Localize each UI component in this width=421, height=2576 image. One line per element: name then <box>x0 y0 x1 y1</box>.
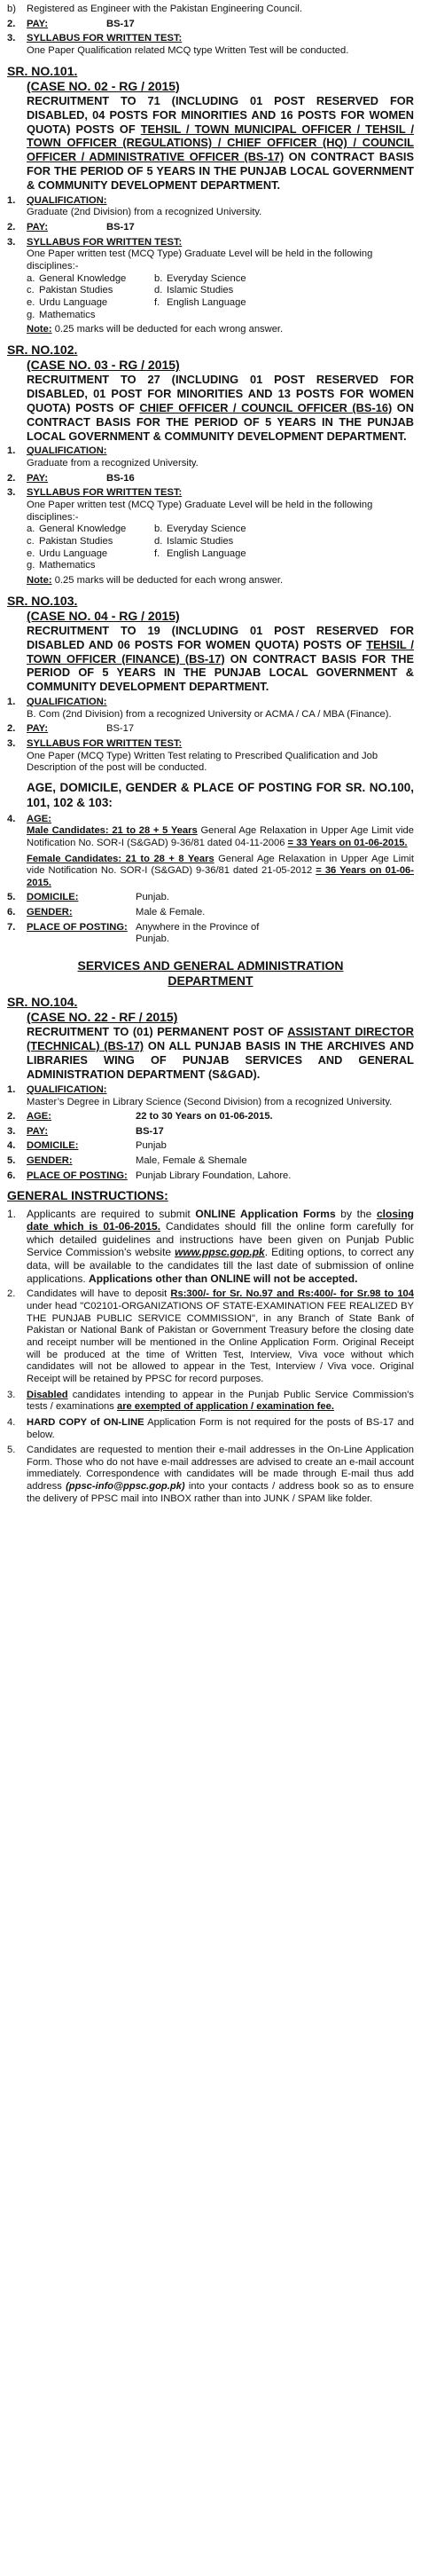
male-age-text: General Age Relaxation in Upper Age Limit vide Notification No. SOR-I (S&GAD) 9-36/81 dated 04-11-2006 <box>27 825 414 848</box>
note <box>27 324 414 336</box>
syllabus-text: One Paper Qualification related MCQ type Written Test will be conducted. <box>27 44 349 56</box>
pay-item <box>7 222 414 234</box>
instruction-4: 4. HARD COPY of ON-LINE Application Form is not required for the posts of BS-17 and below. <box>7 1416 414 1440</box>
subject-letter: a. <box>27 524 35 535</box>
gender-row <box>7 1155 414 1168</box>
instruction-text: . Editing options, to correct any data, will be available to the candidates till the last date of submission of online applications. <box>27 1246 414 1285</box>
sr-number-102: SR. NO.102. <box>7 343 78 358</box>
female-age-text: General Age Relaxation in Upper Age Limit vide Notification No. SOR-I (S&GAD) 9-36/81 dated 21-05-2012 <box>27 853 414 877</box>
item-number: 4. <box>7 1140 16 1152</box>
instruction-emphasis: Applications other than ONLINE will not be accepted. <box>89 1272 358 1285</box>
heading-text: RECRUITMENT TO 19 (INCLUDING 01 POST RESERVED FOR DISABLED AND 06 POSTS FOR WOMEN QUOTA) POSTS OF <box>27 623 414 651</box>
note-label: Note: <box>27 575 52 587</box>
subject-letter: g. <box>27 560 35 571</box>
sr-number-101: SR. NO.101. <box>7 63 78 78</box>
closing-date: closing date which is 01-06-2015. <box>27 1207 415 1233</box>
subject: Mathematics <box>39 309 96 320</box>
recruitment-heading <box>27 373 414 443</box>
qualification-text: Master’s Degree in Library Science (Second Division) from a recognized University. <box>27 1096 393 1107</box>
pay-value: BS-17 <box>106 723 135 735</box>
fee-amounts: Rs:300/- for Sr. No.97 and Rs:400/- for Sr.98 to 104 <box>170 1288 414 1300</box>
pay-label: PAY: <box>27 723 49 735</box>
pay-value: BS-17 <box>106 222 135 233</box>
male-age-limit: = 33 Years on 01-06-2015. <box>287 837 408 848</box>
heading-text: ON CONTRACT BASIS FOR THE PERIOD OF 5 YEARS IN THE PUNJAB LOCAL GOVERNMENT & COMMUNITY DEVELOPMENT DEPARTMENT. <box>27 651 414 694</box>
subject: Urdu Language <box>39 547 108 559</box>
posting-label: PLACE OF POSTING: <box>27 1170 128 1181</box>
age-domicile-heading: AGE, DOMICILE, GENDER & PLACE OF POSTING FOR SR. NO.100, 101, 102 & 103: <box>27 781 414 809</box>
qualification-label: QUALIFICATION: <box>27 1083 107 1095</box>
item-number: 5. <box>7 892 16 903</box>
posting-row <box>7 1170 414 1183</box>
subject-letter: f. <box>154 547 160 559</box>
subject-letter: c. <box>27 285 35 296</box>
qualification-text: Graduate from a recognized University. <box>27 458 199 469</box>
subject-letter: b. <box>154 272 163 284</box>
subject: Urdu Language <box>39 297 108 309</box>
qualification-label: QUALIFICATION: <box>27 697 107 708</box>
posting-row <box>7 922 414 946</box>
subject-letter: g. <box>27 309 35 320</box>
heading-text: ON CONTRACT BASIS FOR THE PERIOD OF 5 YEARS IN THE PUNJAB LOCAL GOVERNMENT & COMMUNITY DEVELOPMENT DEPARTMENT. <box>27 150 414 192</box>
item-number: 4. <box>7 813 16 824</box>
subject-letter: e. <box>27 297 35 309</box>
case-number: (CASE NO. 03 - RG / 2015) <box>27 358 180 373</box>
post-titles: TEHSIL / TOWN OFFICER (FINANCE) (BS-17) <box>27 637 414 666</box>
item-number: 7. <box>7 921 16 933</box>
age-label: AGE: <box>27 813 51 824</box>
syllabus-label: SYLLABUS FOR WRITTEN TEST: <box>27 33 183 44</box>
heading-text: ON ALL PUNJAB BASIS IN THE ARCHIVES AND LIBRARIES WING OF PUNJAB SERVICES AND GENERAL ADMINISTRATION DEPARTMENT (S&GAD). <box>27 1039 415 1081</box>
item-number: 5. <box>7 1155 16 1167</box>
item-number: 3. <box>7 738 16 750</box>
syllabus-item <box>7 237 414 249</box>
subject-letter: f. <box>154 297 160 309</box>
qualification-text: B. Com (2nd Division) from a recognized University or ACMA / CA / MBA (Finance). <box>27 708 392 720</box>
female-age <box>27 854 414 890</box>
subject: Mathematics <box>39 560 96 571</box>
subject-list <box>27 273 414 322</box>
general-instructions-heading: GENERAL INSTRUCTIONS: <box>7 1188 168 1203</box>
website-link[interactable]: www.ppsc.gop.pk <box>175 1246 265 1259</box>
syllabus-text: One Paper written test (MCQ Type) Graduate Level will be held in the following disciplines:- <box>27 248 373 272</box>
item-number: 3. <box>7 236 16 248</box>
item-text: Registered as Engineer with the Pakistan Engineering Council. <box>27 4 302 14</box>
gender-value: Male & Female. <box>136 907 206 918</box>
heading-text: ON CONTRACT BASIS FOR THE PERIOD OF 5 YEARS IN THE PUNJAB LOCAL GOVERNMENT & COMMUNITY DEVELOPMENT DEPARTMENT. <box>27 400 414 443</box>
case-number: (CASE NO. 22 - RF / 2015) <box>27 1010 178 1025</box>
sr-number-103: SR. NO.103. <box>7 593 78 608</box>
syllabus-item <box>7 33 414 45</box>
note <box>27 575 414 587</box>
posting-value: Anywhere in the Province of Punjab. <box>136 921 260 945</box>
instruction-text: Applicants are required to submit <box>27 1207 196 1220</box>
registered-item <box>7 4 414 16</box>
domicile-label: DOMICILE: <box>27 892 79 903</box>
subject-letter: b. <box>154 524 163 535</box>
subject: English Language <box>167 297 246 309</box>
item-number: 2. <box>7 723 16 735</box>
item-number: 1. <box>7 1083 16 1095</box>
instruction-text: under head "C02101-ORGANIZATIONS OF STATE-EXAMINATION FEE REALIZED BY THE PUNJAB PUBLIC SERVICE COMMISSION", in any Branch of State Bank of Pakistan or National Bank of Pakistan or Government Treasury before the closing date and receipt number will be mentioned in the Online Application Form. Original Receipt will be produced at the time of Written Test, Interview, Viva voce without which candidates will not be allowed to appear in the Test, Interview / Viva voce. Original Receipt will be retained by PPSC for record purposes. <box>27 1300 414 1384</box>
item-number: 2. <box>7 1111 16 1123</box>
item-number: 3. <box>7 1125 16 1137</box>
qualification-label: QUALIFICATION: <box>27 445 107 457</box>
age-row <box>7 1111 414 1123</box>
item-number: 1. <box>7 445 16 457</box>
qualification-item <box>7 1084 414 1097</box>
subject: Everyday Science <box>167 272 246 284</box>
instruction-1: 1. Applicants are required to submit ONLINE Application Forms by the closing date which is 01-06-2015. Candidates should fill the online form carefully for which detailed guidelines and instructions have been given on Punjab Public Service Commission's website www.ppsc.gop.pk. Editing options, to correct any data, will be available to the candidates till the last date of submission of online applications. Applications other than ONLINE will not be accepted. <box>7 1207 415 1285</box>
subject: Islamic Studies <box>167 536 234 547</box>
domicile-row <box>7 892 414 904</box>
subject: Everyday Science <box>167 524 246 535</box>
note-text: 0.25 marks will be deducted for each wrong answer. <box>51 575 284 587</box>
posting-label: PLACE OF POSTING: <box>27 921 128 933</box>
gender-label: GENDER: <box>27 907 73 918</box>
instruction-text: Candidates should fill the online form carefully for which detailed guidelines and instructions have been given on Punjab Public Service Commission's website <box>27 1220 414 1259</box>
age-item <box>7 814 414 826</box>
syllabus-label: SYLLABUS FOR WRITTEN TEST: <box>27 738 183 750</box>
domicile-label: DOMICILE: <box>27 1140 79 1152</box>
pay-item <box>7 19 414 31</box>
subject-letter: e. <box>27 547 35 559</box>
pay-item <box>7 473 414 485</box>
instruction-emphasis: ONLINE Application Forms <box>195 1207 336 1220</box>
heading-text: RECRUITMENT TO 27 (INCLUDING 01 POST RESERVED FOR DISABLED, 01 POST FOR MINORITIES AND 13 POSTS FOR WOMEN QUOTA) POSTS OF <box>27 373 414 414</box>
pay-value: BS-16 <box>106 472 135 484</box>
item-number: 6. <box>7 1170 16 1181</box>
instruction-text: Application Form is not required for the posts of BS-17 and below. <box>27 1416 414 1440</box>
syllabus-label: SYLLABUS FOR WRITTEN TEST: <box>27 236 183 248</box>
age-label: AGE: <box>27 1111 51 1123</box>
syllabus-item <box>7 487 414 500</box>
syllabus-text: One Paper (MCQ Type) Written Test relating to Prescribed Qualification and Job Description of the post will be conducted. <box>27 750 378 774</box>
instruction-text: candidates intending to appear in the Punjab Public Service Commission's tests / examinations <box>27 1389 414 1413</box>
pay-value: BS-17 <box>136 1125 164 1137</box>
instruction-text: Candidates are requested to mention their e-mail addresses in the On-Line Application Form. Those who do not have e-mail addresses are advised to create an e-mail account immediately. Correspondence with candidates will be made through E-mail thus add address <box>27 1445 414 1493</box>
instruction-emphasis: Disabled <box>27 1389 68 1400</box>
post-titles: ASSISTANT DIRECTOR (TECHNICAL) (BS-17) <box>27 1025 414 1053</box>
qualification-item <box>7 195 414 208</box>
item-number: 6. <box>7 907 16 918</box>
qualification-item <box>7 697 414 709</box>
pay-item <box>7 723 414 736</box>
item-number: 2. <box>7 222 16 233</box>
department-heading: SERVICES AND GENERAL ADMINISTRATION DEPARTMENT <box>77 958 344 989</box>
male-age-heading: Male Candidates: 21 to 28 + 5 Years <box>27 825 198 837</box>
item-letter: b) <box>7 4 16 14</box>
instruction-3: 3. Disabled candidates intending to appear in the Punjab Public Service Commission's tests / examinations are exempted of application / examination fee. <box>7 1389 414 1413</box>
male-age <box>27 825 414 849</box>
post-titles: CHIEF OFFICER / COUNCIL OFFICER (BS-16) <box>139 400 393 414</box>
case-number: (CASE NO. 04 - RG / 2015) <box>27 608 180 623</box>
subject-letter: a. <box>27 272 35 284</box>
qualification-label: QUALIFICATION: <box>27 194 107 206</box>
item-number: 3. <box>7 487 16 499</box>
subject-letter: d. <box>154 536 163 547</box>
instruction-text: into your contacts / address book so as to ensure the delivery of PPSC mail into INBOX rather than into JUNK / SPAM like folder. <box>27 1481 414 1504</box>
posting-value: Punjab Library Foundation, Lahore. <box>136 1170 292 1181</box>
gender-value: Male, Female & Shemale <box>136 1155 247 1167</box>
item-number: 3. <box>7 33 16 44</box>
pay-label: PAY: <box>27 222 49 233</box>
syllabus-text: One Paper written test (MCQ Type) Graduate Level will be held in the following disciplines:- <box>27 500 373 523</box>
item-number: 1. <box>7 194 16 206</box>
subject: General Knowledge <box>39 272 127 284</box>
subject: General Knowledge <box>39 524 127 535</box>
pay-label: PAY: <box>27 1125 49 1137</box>
subject-letter: c. <box>27 536 35 547</box>
email-address[interactable]: (ppsc-info@ppsc.gop.pk) <box>66 1481 185 1493</box>
pay-row <box>7 1126 414 1138</box>
instruction-5: 5. Candidates are requested to mention their e-mail addresses in the On-Line Application Form. Those who do not have e-mail addresses are advised to create an e-mail account immediately. Correspondence with candidates will be made through E-mail thus add address (ppsc-info@ppsc.gop.pk) into your contacts / address book so as to ensure the delivery of PPSC mail into INBOX rather than into JUNK / SPAM like folder. <box>7 1445 414 1504</box>
domicile-row <box>7 1140 414 1153</box>
note-text: 0.25 marks will be deducted for each wrong answer. <box>51 324 284 335</box>
case-number: (CASE NO. 02 - RG / 2015) <box>27 78 180 93</box>
instruction-emphasis: are exempted of application / examination fee. <box>116 1401 334 1413</box>
syllabus-label: SYLLABUS FOR WRITTEN TEST: <box>27 487 183 499</box>
qualification-item <box>7 445 414 458</box>
recruitment-heading <box>27 1025 414 1081</box>
item-number: 2. <box>7 472 16 484</box>
heading-text: RECRUITMENT TO (01) PERMANENT POST OF <box>27 1025 288 1039</box>
item-number: 2. <box>7 18 16 29</box>
subject: Pakistan Studies <box>39 285 113 296</box>
subject-letter: d. <box>154 285 163 296</box>
heading-text: RECRUITMENT TO 71 (INCLUDING 01 POST RESERVED FOR DISABLED, 04 POSTS FOR MINORITIES AND 16 POSTS FOR WOMEN QUOTA) POSTS OF <box>27 93 414 136</box>
qualification-text: Graduate (2nd Division) from a recognized University. <box>27 207 262 218</box>
recruitment-heading <box>27 624 414 694</box>
post-titles: TEHSIL / TOWN MUNICIPAL OFFICER / TEHSIL / TOWN OFFICER (REGULATIONS) / CHIEF OFFICER (HQ) / COUNCIL OFFICER / ADMINISTRATIVE OFFICER (BS-17) <box>27 122 414 164</box>
female-age-limit: = 36 Years on 01-06-2015. <box>27 865 414 888</box>
syllabus-item <box>7 738 414 751</box>
instruction-2: 2. Candidates will have to deposit Rs:300/- for Sr. No.97 and Rs:400/- for Sr.98 to 104 under head "C02101-ORGANIZATIONS OF STATE-EXAMINATION FEE REALIZED BY THE PUNJAB PUBLIC SERVICE COMMISSION", in any Branch of State Bank of Pakistan or National Bank of Pakistan or Government Treasury before the closing date and receipt number will be mentioned in the Online Application Form. Original Receipt will be produced at the time of Written Test, Interview, Viva voce without which candidates will not be allowed to appear in the Test, Interview / Viva voce. Original Receipt will be retained by PPSC for record purposes. <box>7 1288 414 1384</box>
female-age-heading: Female Candidates: 21 to 28 + 8 Years <box>27 853 214 864</box>
subject-list <box>27 524 414 572</box>
note-label: Note: <box>27 324 52 335</box>
gender-row <box>7 907 414 919</box>
instruction-emphasis: HARD COPY of ON-LINE <box>27 1416 144 1428</box>
pay-label: PAY: <box>27 18 49 29</box>
instruction-text: Candidates will have to deposit <box>27 1288 171 1300</box>
subject: Pakistan Studies <box>39 536 113 547</box>
domicile-value: Punjab. <box>136 892 169 903</box>
age-value: 22 to 30 Years on 01-06-2015. <box>136 1111 273 1123</box>
gender-label: GENDER: <box>27 1155 73 1167</box>
instruction-text: by the <box>335 1207 377 1220</box>
item-number: 1. <box>7 697 16 708</box>
sr-number-104: SR. NO.104. <box>7 995 78 1010</box>
subject: Islamic Studies <box>167 285 234 296</box>
pay-value: BS-17 <box>106 18 135 29</box>
domicile-value: Punjab <box>136 1140 167 1152</box>
recruitment-heading <box>27 94 414 193</box>
subject: English Language <box>167 547 246 559</box>
pay-label: PAY: <box>27 472 49 484</box>
